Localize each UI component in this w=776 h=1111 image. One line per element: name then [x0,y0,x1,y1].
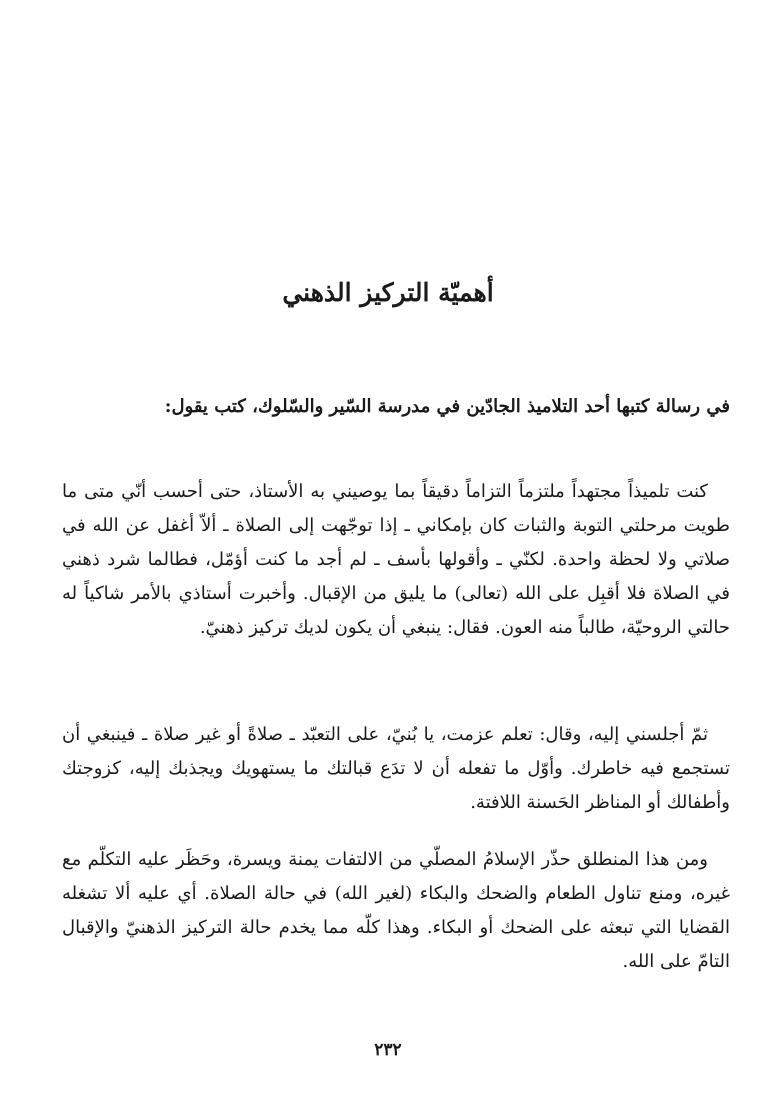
page-number: ٢٣٢ [374,1040,402,1060]
body-paragraph-3: ومن هذا المنطلق حذّر الإسلامُ المصلّي من الالتفات يمنة ويسرة، وحَظَر عليه التكلّم مع غيره، ومنع تناول الطعام والضحك والبكاء (لغير الله) في حالة الصلاة. أي عليه ألا تشغله القضايا التي تبعثه على الضحك أو البكاء. وهذا كلّه مما يخدم حالة التركيز الذهنيّ والإقبال التامّ على الله. [62,849,730,972]
intro-paragraph: في رسالة كتبها أحد التلاميذ الجادّين في مدرسة السّير والسّلوك، كتب يقول: [164,396,730,417]
body-paragraph-1: كنت تلميذاً مجتهداً ملتزماً التزاماً دقيقاً بما يوصيني به الأستاذ، حتى أحسب أنّي متى ما طويت مرحلتي التوبة والثبات كان بإمكاني ـ إذا توجّهت إلى الصلاة ـ ألاّ أغفل عن الله في صلاتي ولا لحظة واحدة. لكنّي ـ وأقولها بأسف ـ لم أجد ما كنت أؤمّل، فطالما شرد ذهني في الصلاة فلا أقبِل على الله (تعالى) ما يليق من الإقبال. وأخبرت أستاذي بالأمر شاكياً له حالتي الروحيّة، طالباً منه العون. فقال: ينبغي أن يكون لديك تركيز ذهنيّ. [62,481,730,638]
body-paragraph-2: ثمّ أجلسني إليه، وقال: تعلم عزمت، يا بُنيّ، على التعبّد ـ صلاةً أو غير صلاة ـ فينبغي أن تستجمع فيه خاطرك. وأوّل ما تفعله أن لا تدَع قبالتك ما يستهويك ويجذبك إليه، كزوجتك وأطفالك أو المناظر الحَسنة اللافتة. [62,724,730,813]
chapter-title: أهميّة التركيز الذهني [282,278,494,307]
